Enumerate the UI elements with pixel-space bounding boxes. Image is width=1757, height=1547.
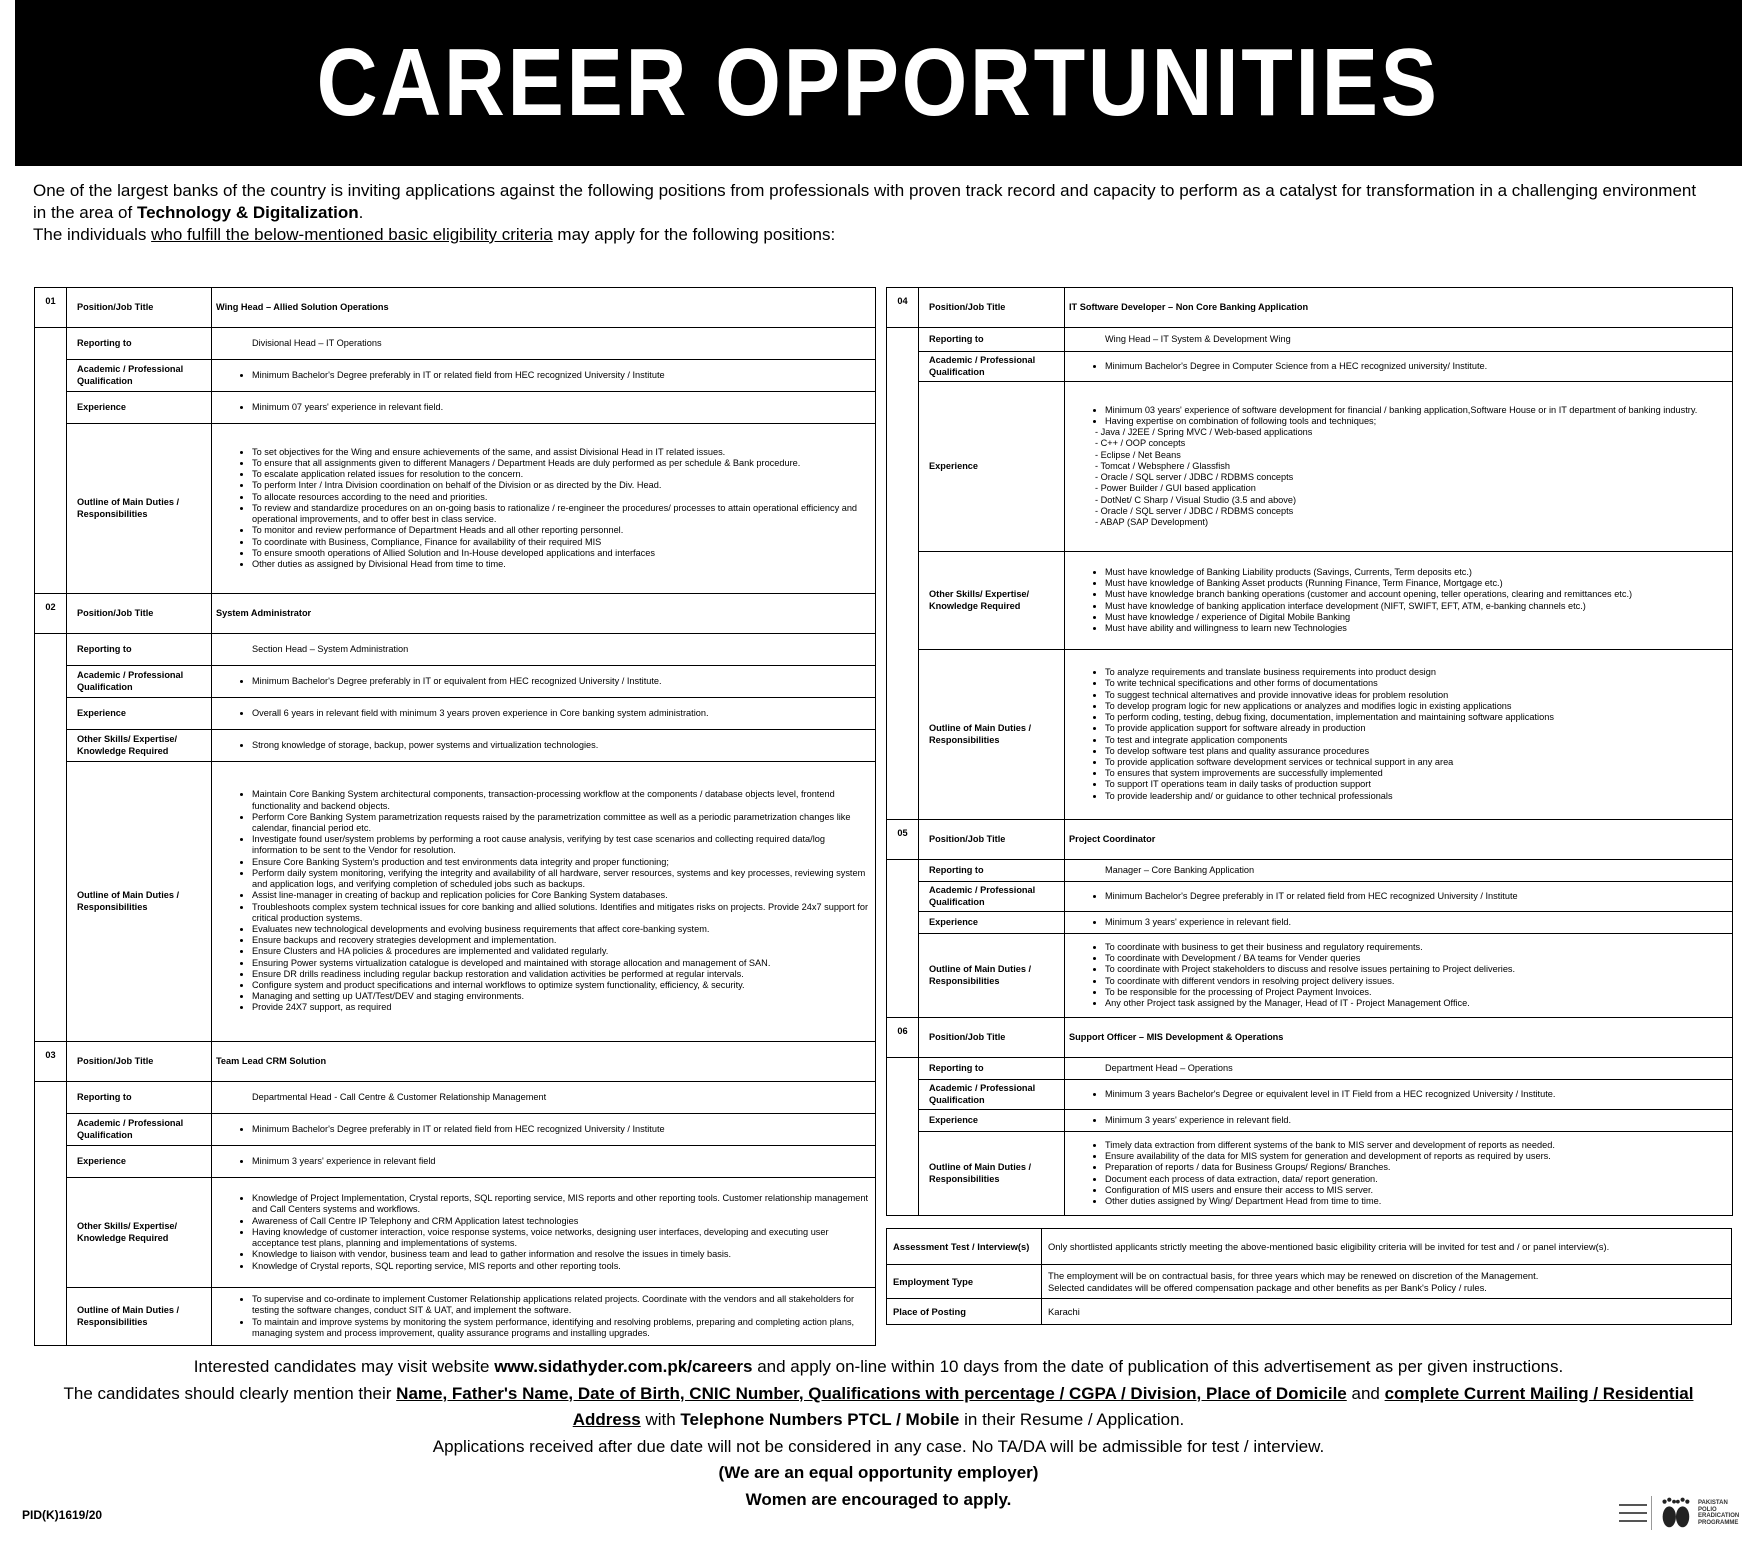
intro-line-1 [33, 180, 1733, 202]
job-number: 04 [887, 288, 919, 328]
academic-label: Academic / Professional Qualification [67, 360, 212, 392]
job-row-01 [35, 288, 876, 328]
posting-label: Place of Posting [887, 1299, 1042, 1325]
employment-label: Employment Type [887, 1265, 1042, 1299]
job-row [887, 934, 1733, 1018]
list-item: • Minimum 03 years' experience of software development for financial / banking application,Software House or in IT department of banking industry. [1105, 405, 1728, 416]
job-row [35, 634, 876, 666]
job-row [887, 650, 1733, 820]
women-encouraged: Women are encouraged to apply. [745, 1489, 1012, 1509]
job-title: IT Software Developer – Non Core Banking Application [1065, 288, 1733, 328]
duties-value [212, 1288, 876, 1346]
job-title: Support Officer – MIS Development & Operations [1065, 1018, 1733, 1058]
reporting-label: Reporting to [67, 328, 212, 360]
list-item: • To coordinate with business to get their business and regulatory requirements. [1105, 942, 1728, 953]
job-number: 02 [35, 594, 67, 634]
reporting-value: Manager – Core Banking Application [1065, 860, 1733, 882]
duties-value [1065, 1132, 1733, 1216]
list-item: • To set objectives for the Wing and ensure achievements of the same, and assist Divisional Head in IT related issues. [252, 447, 871, 458]
position-label: Position/Job Title [67, 1042, 212, 1082]
list-item: • Overall 6 years in relevant field with minimum 3 years proven experience in Core banking system administration. [252, 708, 871, 719]
list-item: • Minimum Bachelor's Degree preferably in IT or related field from HEC recognized University / Institute [252, 370, 871, 381]
reporting-label: Reporting to [919, 1058, 1065, 1080]
academic-label: Academic / Professional Qualification [67, 666, 212, 698]
list-item: • To coordinate with Development / BA teams for Vender queries [1105, 953, 1728, 964]
job-number: 01 [35, 288, 67, 328]
list-item: - Eclipse / Net Beans [1105, 450, 1728, 461]
list-item: • Document each process of data extraction, data/ report generation. [1105, 1174, 1728, 1185]
job-row [887, 860, 1733, 882]
academic-value [1065, 352, 1733, 382]
other-skills-value [1065, 552, 1733, 650]
list-item: • To provide application support for software already in production [1105, 723, 1728, 734]
list-item: • Must have ability and willingness to learn new Technologies [1105, 623, 1728, 634]
job-row [887, 328, 1733, 352]
intro-text: . [358, 203, 364, 222]
list-item: • Ensure DR drills readiness including regular backup restoration and validation activities be performed at regular intervals. [252, 969, 871, 980]
number-spacer [35, 634, 67, 1042]
job-row [35, 1146, 876, 1178]
footer [0, 1354, 1757, 1513]
list-item: • Must have knowledge / experience of Digital Mobile Banking [1105, 612, 1728, 623]
list-item: • Evaluates new technological developments and evolving business requirements that affect core-banking system. [252, 924, 871, 935]
list-item: • Perform daily system monitoring, verifying the integrity and availability of all hardware, server resources, systems and key processes, reviewing system and application logs, and verifying completion of scheduled jobs such as backups. [252, 868, 871, 890]
job-title: Wing Head – Allied Solution Operations [212, 288, 876, 328]
job-row-06 [887, 1018, 1733, 1058]
reporting-label: Reporting to [919, 328, 1065, 352]
experience-value [212, 1146, 876, 1178]
experience-value [212, 392, 876, 424]
experience-label: Experience [67, 1146, 212, 1178]
other-skills-label: Other Skills/ Expertise/ Knowledge Required [67, 730, 212, 762]
academic-value [1065, 882, 1733, 912]
footer-text: Interested candidates may visit website [193, 1357, 495, 1376]
list-item: • Minimum 07 years' experience in relevant field. [252, 402, 871, 413]
list-item: - ABAP (SAP Development) [1105, 517, 1728, 528]
list-item: - Java / J2EE / Spring MVC / Web-based applications [1105, 427, 1728, 438]
list-item: • To suggest technical alternatives and provide innovative ideas for problem resolution [1105, 690, 1728, 701]
list-item: • Minimum Bachelor's Degree in Computer Science from a HEC recognized university/ Institute. [1105, 361, 1728, 372]
duties-label: Outline of Main Duties / Responsibilities [67, 762, 212, 1042]
position-label: Position/Job Title [67, 288, 212, 328]
list-item: • Awareness of Call Centre IP Telephony and CRM Application latest technologies [252, 1216, 871, 1227]
urdu-logo-text [1615, 1496, 1652, 1530]
list-item: - Tomcat / Websphere / Glassfish [1105, 461, 1728, 472]
job-row [887, 1080, 1733, 1110]
logo-text: PAKISTAN POLIO ERADICATION PROGRAMME [1698, 1500, 1740, 1526]
experience-label: Experience [67, 392, 212, 424]
pid-code: PID(K)1619/20 [22, 1508, 103, 1522]
job-row [887, 912, 1733, 934]
intro-line-3 [33, 224, 1733, 246]
list-item: • To be responsible for the processing of Project Payment Invoices. [1105, 987, 1728, 998]
job-row [35, 360, 876, 392]
list-item: • To allocate resources according to the need and priorities. [252, 492, 871, 503]
list-item: • To monitor and review performance of Department Heads and all other reporting personnel. [252, 525, 871, 536]
footer-line-5 [0, 1460, 1757, 1487]
list-item: • Preparation of reports / data for Business Groups/ Regions/ Branches. [1105, 1162, 1728, 1173]
academic-value [212, 1114, 876, 1146]
reporting-value: Department Head – Operations [1065, 1058, 1733, 1080]
list-item: • Strong knowledge of storage, backup, power systems and virtualization technologies. [252, 740, 871, 751]
list-item: • Ensure Clusters and HA policies & procedures are implemented and validated regularly. [252, 946, 871, 957]
footer-text: and [1346, 1383, 1385, 1403]
academic-value [212, 666, 876, 698]
list-item: • To coordinate with different vendors in resolving project delivery issues. [1105, 976, 1728, 987]
list-item: • Must have knowledge of Banking Liability products (Savings, Currents, Term deposits etc.) [1105, 567, 1728, 578]
intro-text: in the area of [33, 203, 137, 222]
job-row [887, 352, 1733, 382]
academic-label: Academic / Professional Qualification [919, 352, 1065, 382]
duties-value [1065, 650, 1733, 820]
list-item: • Minimum 3 years' experience in relevant field. [1105, 1115, 1728, 1126]
footer-line-6 [0, 1487, 1757, 1514]
duties-value [1065, 934, 1733, 1018]
number-spacer [35, 1082, 67, 1346]
list-item: • Minimum 3 years Bachelor's Degree or equivalent level in IT Field from a HEC recognized University / Institute. [1105, 1089, 1728, 1100]
list-item: • To supervise and co-ordinate to implement Customer Relationship applications related projects. Coordinate with the vendors and all stakeholders for testing the software changes, conduct SIT & UAT, and implement the software. [252, 1294, 871, 1316]
reporting-label: Reporting to [67, 634, 212, 666]
equal-opportunity: (We are an equal opportunity employer) [718, 1463, 1039, 1482]
job-row [35, 666, 876, 698]
reporting-value: Divisional Head – IT Operations [212, 328, 876, 360]
intro [33, 180, 1733, 246]
number-spacer [35, 328, 67, 594]
other-skills-label: Other Skills/ Expertise/ Knowledge Required [919, 552, 1065, 650]
footer-text: with [640, 1410, 681, 1429]
reporting-value: Departmental Head - Call Centre & Customer Relationship Management [212, 1082, 876, 1114]
experience-label: Experience [919, 1110, 1065, 1132]
list-item: • To ensures that system improvements are successfully implemented [1105, 768, 1728, 779]
list-item: - Power Builder / GUI based application [1105, 483, 1728, 494]
other-skills-label: Other Skills/ Expertise/ Knowledge Required [67, 1178, 212, 1288]
list-item: • Other duties assigned by Wing/ Department Head from time to time. [1105, 1196, 1728, 1207]
list-item: • Maintain Core Banking System architectural components, transaction-processing workflow at the components / database objects level, frontend functionality and backend objects. [252, 789, 871, 811]
employment-value [1042, 1265, 1732, 1299]
list-item: • Minimum Bachelor's Degree preferably in IT or related field from HEC recognized University / Institute [252, 1124, 871, 1135]
job-row [35, 328, 876, 360]
job-row [35, 1082, 876, 1114]
list-item: • Must have knowledge of Banking Asset products (Running Finance, Term Finance, Mortgage etc.) [1105, 578, 1728, 589]
position-label: Position/Job Title [919, 288, 1065, 328]
employment-line: Selected candidates will be offered compensation package and other benefits as per Bank's Policy / rules. [1048, 1281, 1487, 1293]
position-label: Position/Job Title [919, 820, 1065, 860]
list-item: - Oracle / SQL server / JDBC / RDBMS concepts [1105, 506, 1728, 517]
list-item: • To provide leadership and/ or guidance to other technical professionals [1105, 791, 1728, 802]
list-item: • Minimum Bachelor's Degree preferably in IT or equivalent from HEC recognized University / Institute. [252, 676, 871, 687]
list-item: • To escalate application related issues for resolution to the concern. [252, 469, 871, 480]
footprint-icon [1656, 1495, 1694, 1531]
academic-label: Academic / Professional Qualification [919, 1080, 1065, 1110]
list-item: • To write technical specifications and other forms of documentations [1105, 678, 1728, 689]
duties-value [212, 424, 876, 594]
experience-value [212, 698, 876, 730]
duties-label: Outline of Main Duties / Responsibilities [919, 650, 1065, 820]
list-item: • Minimum 3 years' experience in relevant field. [1105, 917, 1728, 928]
job-number: 05 [887, 820, 919, 860]
list-item: • To perform Inter / Intra Division coordination on behalf of the Division or as directed by the Div. Head. [252, 480, 871, 491]
list-item: • Having knowledge of customer interaction, voice response systems, voice networks, designing user interfaces, developing and executing user acceptance test plans, planning and implementations of systems. [252, 1227, 871, 1249]
number-spacer [887, 1058, 919, 1216]
list-item: • Other duties as assigned by Divisional Head from time to time. [252, 559, 871, 570]
list-item: • To ensure that all assignments given to different Managers / Department Heads are duly performed as per schedule & Bank procedure. [252, 458, 871, 469]
duties-label: Outline of Main Duties / Responsibilities [67, 1288, 212, 1346]
job-row [35, 392, 876, 424]
list-item: • Provide 24X7 support, as required [252, 1002, 871, 1013]
jobs-table-left [34, 287, 876, 1346]
job-row [887, 382, 1733, 552]
list-item: • Ensure Core Banking System's production and test environments data integrity and proper functioning; [252, 857, 871, 868]
list-item: • Any other Project task assigned by the Manager, Head of IT - Project Management Office. [1105, 998, 1728, 1009]
job-row [35, 698, 876, 730]
job-row [35, 424, 876, 594]
job-row [887, 1058, 1733, 1080]
list-item: • To coordinate with Business, Compliance, Finance for availability of their required MIS [252, 537, 871, 548]
job-row [887, 1110, 1733, 1132]
list-item: - DotNet/ C Sharp / Visual Studio (3.5 and above) [1105, 495, 1728, 506]
job-row [887, 1132, 1733, 1216]
polio-programme-logo [1615, 1490, 1743, 1536]
duties-label: Outline of Main Duties / Responsibilities [919, 1132, 1065, 1216]
jobs-table-right [886, 287, 1733, 1216]
job-row-04 [887, 288, 1733, 328]
footer-line-1 [0, 1354, 1757, 1381]
job-title: System Administrator [212, 594, 876, 634]
page-title: CAREER OPPORTUNITIES [317, 29, 1440, 136]
list-item: • Knowledge to liaison with vendor, business team and lead to gather information and resolve the issues in timely basis. [252, 1249, 871, 1260]
intro-text: One of the largest banks of the country is inviting applications against the following positions from professionals with proven track record and capacity to perform as a catalyst for transformation in a challenging environment [33, 181, 1697, 200]
list-item: • To analyze requirements and translate business requirements into product design [1105, 667, 1728, 678]
experience-label: Experience [919, 912, 1065, 934]
duties-label: Outline of Main Duties / Responsibilities [919, 934, 1065, 1018]
job-number: 03 [35, 1042, 67, 1082]
footer-text: in their Resume / Application. [959, 1410, 1185, 1429]
position-label: Position/Job Title [919, 1018, 1065, 1058]
job-title: Team Lead CRM Solution [212, 1042, 876, 1082]
experience-label: Experience [919, 382, 1065, 552]
posting-value: Karachi [1042, 1299, 1732, 1325]
list-item: - C++ / OOP concepts [1105, 438, 1728, 449]
reporting-value: Section Head – System Administration [212, 634, 876, 666]
required-phone: Telephone Numbers PTCL / Mobile [680, 1410, 960, 1429]
list-item: • To ensure smooth operations of Allied Solution and In-House developed applications and interfaces [252, 548, 871, 559]
list-item: - Oracle / SQL server / JDBC / RDBMS concepts [1105, 472, 1728, 483]
list-item: • To perform coding, testing, debug fixing, documentation, implementation and maintaining software applications [1105, 712, 1728, 723]
required-address: Address [572, 1410, 641, 1429]
experience-value [1065, 382, 1733, 552]
list-item: • To review and standardize procedures on an on-going basis to rationalize / re-engineer the procedures/ processes to attain operational efficiency and operational improvements, and to offer best in class service. [252, 503, 871, 525]
duties-value [212, 762, 876, 1042]
list-item: • Configuration of MIS users and ensure their access to MIS server. [1105, 1185, 1728, 1196]
experience-value [1065, 1110, 1733, 1132]
reporting-value: Wing Head – IT System & Development Wing [1065, 328, 1733, 352]
job-row [35, 730, 876, 762]
careers-link[interactable]: www.sidathyder.com.pk/careers [494, 1357, 753, 1376]
list-item: • To test and integrate application components [1105, 735, 1728, 746]
footer-line-3 [0, 1407, 1757, 1434]
list-item: • Perform Core Banking System parametrization requests raised by the parametrization committee as well as a periodic parametrization changes like calendar, financial period etc. [252, 812, 871, 834]
list-item: • To develop program logic for new applications or analyzes and modifies logic in existing applications [1105, 701, 1728, 712]
list-item: • Troubleshoots complex system technical issues for core banking and allied solutions. Identifies and mitigates risks on projects. Provide 24x7 support for critical production systems. [252, 902, 871, 924]
academic-label: Academic / Professional Qualification [919, 882, 1065, 912]
list-item: • Knowledge of Crystal reports, SQL reporting service, MIS reports and other reporting tools. [252, 1261, 871, 1272]
reporting-label: Reporting to [67, 1082, 212, 1114]
list-item: • Knowledge of Project Implementation, Crystal reports, SQL reporting service, MIS reports and other reporting tools. Customer relationship management and Call Centers systems and workflows. [252, 1193, 871, 1215]
list-item: • Minimum 3 years' experience in relevant field [252, 1156, 871, 1167]
list-item: • To maintain and improve systems by monitoring the system performance, identifying and resolving problems, preparing and completing action plans, managing system and process improvement, quality assurance programs and installing upgrades. [252, 1317, 871, 1339]
footer-text: The candidates should clearly mention their [63, 1383, 397, 1403]
list-item: • Timely data extraction from different systems of the bank to MIS server and development of reports as needed. [1105, 1140, 1728, 1151]
job-title: Project Coordinator [1065, 820, 1733, 860]
number-spacer [887, 328, 919, 820]
tools-list [1069, 427, 1728, 528]
other-skills-value [212, 1178, 876, 1288]
intro-line-2 [33, 202, 1733, 224]
academic-value [1065, 1080, 1733, 1110]
duties-label: Outline of Main Duties / Responsibilities [67, 424, 212, 594]
experience-label: Experience [67, 698, 212, 730]
job-row [35, 762, 876, 1042]
reporting-label: Reporting to [919, 860, 1065, 882]
academic-label: Academic / Professional Qualification [67, 1114, 212, 1146]
job-row [35, 1178, 876, 1288]
required-details: Name, Father's Name, Date of Birth, CNIC Number, Qualifications with percentage / CGPA / Division, Place of Domicile [396, 1383, 1347, 1403]
list-item: • Investigate found user/system problems by performing a root cause analysis, verifying by test case scenarios and collecting required data/log information to be sent to the Vendor for resolution. [252, 834, 871, 856]
job-row-05 [887, 820, 1733, 860]
list-item: • Managing and setting up UAT/Test/DEV and staging environments. [252, 991, 871, 1002]
list-item: • Must have knowledge branch banking operations (customer and account opening, teller operations, clearing and remittances etc.) [1105, 589, 1728, 600]
job-row [887, 552, 1733, 650]
job-row [887, 882, 1733, 912]
footer-line-4: Applications received after due date will not be considered in any case. No TA/DA will be admissible for test / interview. [432, 1436, 1325, 1456]
list-item: • To coordinate with Project stakeholders to discuss and resolve issues pertaining to Project deliveries. [1105, 964, 1728, 975]
academic-value [212, 360, 876, 392]
list-item: • To provide application software development services or technical support in any area [1105, 757, 1728, 768]
position-label: Position/Job Title [67, 594, 212, 634]
info-table [886, 1228, 1732, 1325]
list-item: • Ensure availability of the data for MIS system for generation and development of reports as required by users. [1105, 1151, 1728, 1162]
job-row [35, 1114, 876, 1146]
list-item: • Ensure backups and recovery strategies development and implementation. [252, 935, 871, 946]
job-row [35, 1288, 876, 1346]
list-item: • Ensuring Power systems virtualization catalogue is developed and maintained with storage allocation and management of SAN. [252, 958, 871, 969]
footer-line-2 [0, 1381, 1757, 1408]
required-address: complete Current Mailing / Residential [1384, 1383, 1694, 1403]
other-skills-value [212, 730, 876, 762]
list-item: • Configure system and product specifications and internal workflows to optimize system functionality, efficiency, & security. [252, 980, 871, 991]
assessment-label: Assessment Test / Interview(s) [887, 1229, 1042, 1265]
job-number: 06 [887, 1018, 919, 1058]
intro-text: The individuals [33, 225, 152, 244]
employment-line: The employment will be on contractual basis, for three years which may be renewed on discretion of the Management. [1048, 1269, 1539, 1281]
list-item: • To develop software test plans and quality assurance procedures [1105, 746, 1728, 757]
info-row [887, 1299, 1732, 1325]
list-item: • Assist line-manager in creating of backup and replication policies for Core Banking System databases. [252, 890, 871, 901]
intro-text: may apply for the following positions: [552, 225, 836, 244]
experience-value [1065, 912, 1733, 934]
info-row [887, 1265, 1732, 1299]
list-item: • Must have knowledge of banking application interface development (NIFT, SWIFT, EFT, ATM, e-banking channels etc.) [1105, 601, 1728, 612]
banner [15, 0, 1742, 166]
list-item: • Minimum Bachelor's Degree preferably in IT or related field from HEC recognized University / Institute [1105, 891, 1728, 902]
number-spacer [887, 860, 919, 1018]
job-row-02 [35, 594, 876, 634]
eligibility-criteria: who fulfill the below-mentioned basic eligibility criteria [151, 225, 553, 244]
intro-highlight: Technology & Digitalization [136, 203, 359, 222]
info-row [887, 1229, 1732, 1265]
job-row-03 [35, 1042, 876, 1082]
assessment-value: Only shortlisted applicants strictly meeting the above-mentioned basic eligibility criteria will be invited for test and / or panel interview(s). [1042, 1229, 1732, 1265]
list-item: • To support IT operations team in daily tasks of production support [1105, 779, 1728, 790]
footer-text: and apply on-line within 10 days from the date of publication of this advertisement as per given instructions. [752, 1357, 1564, 1376]
list-item: • Having expertise on combination of following tools and techniques; [1105, 416, 1728, 427]
